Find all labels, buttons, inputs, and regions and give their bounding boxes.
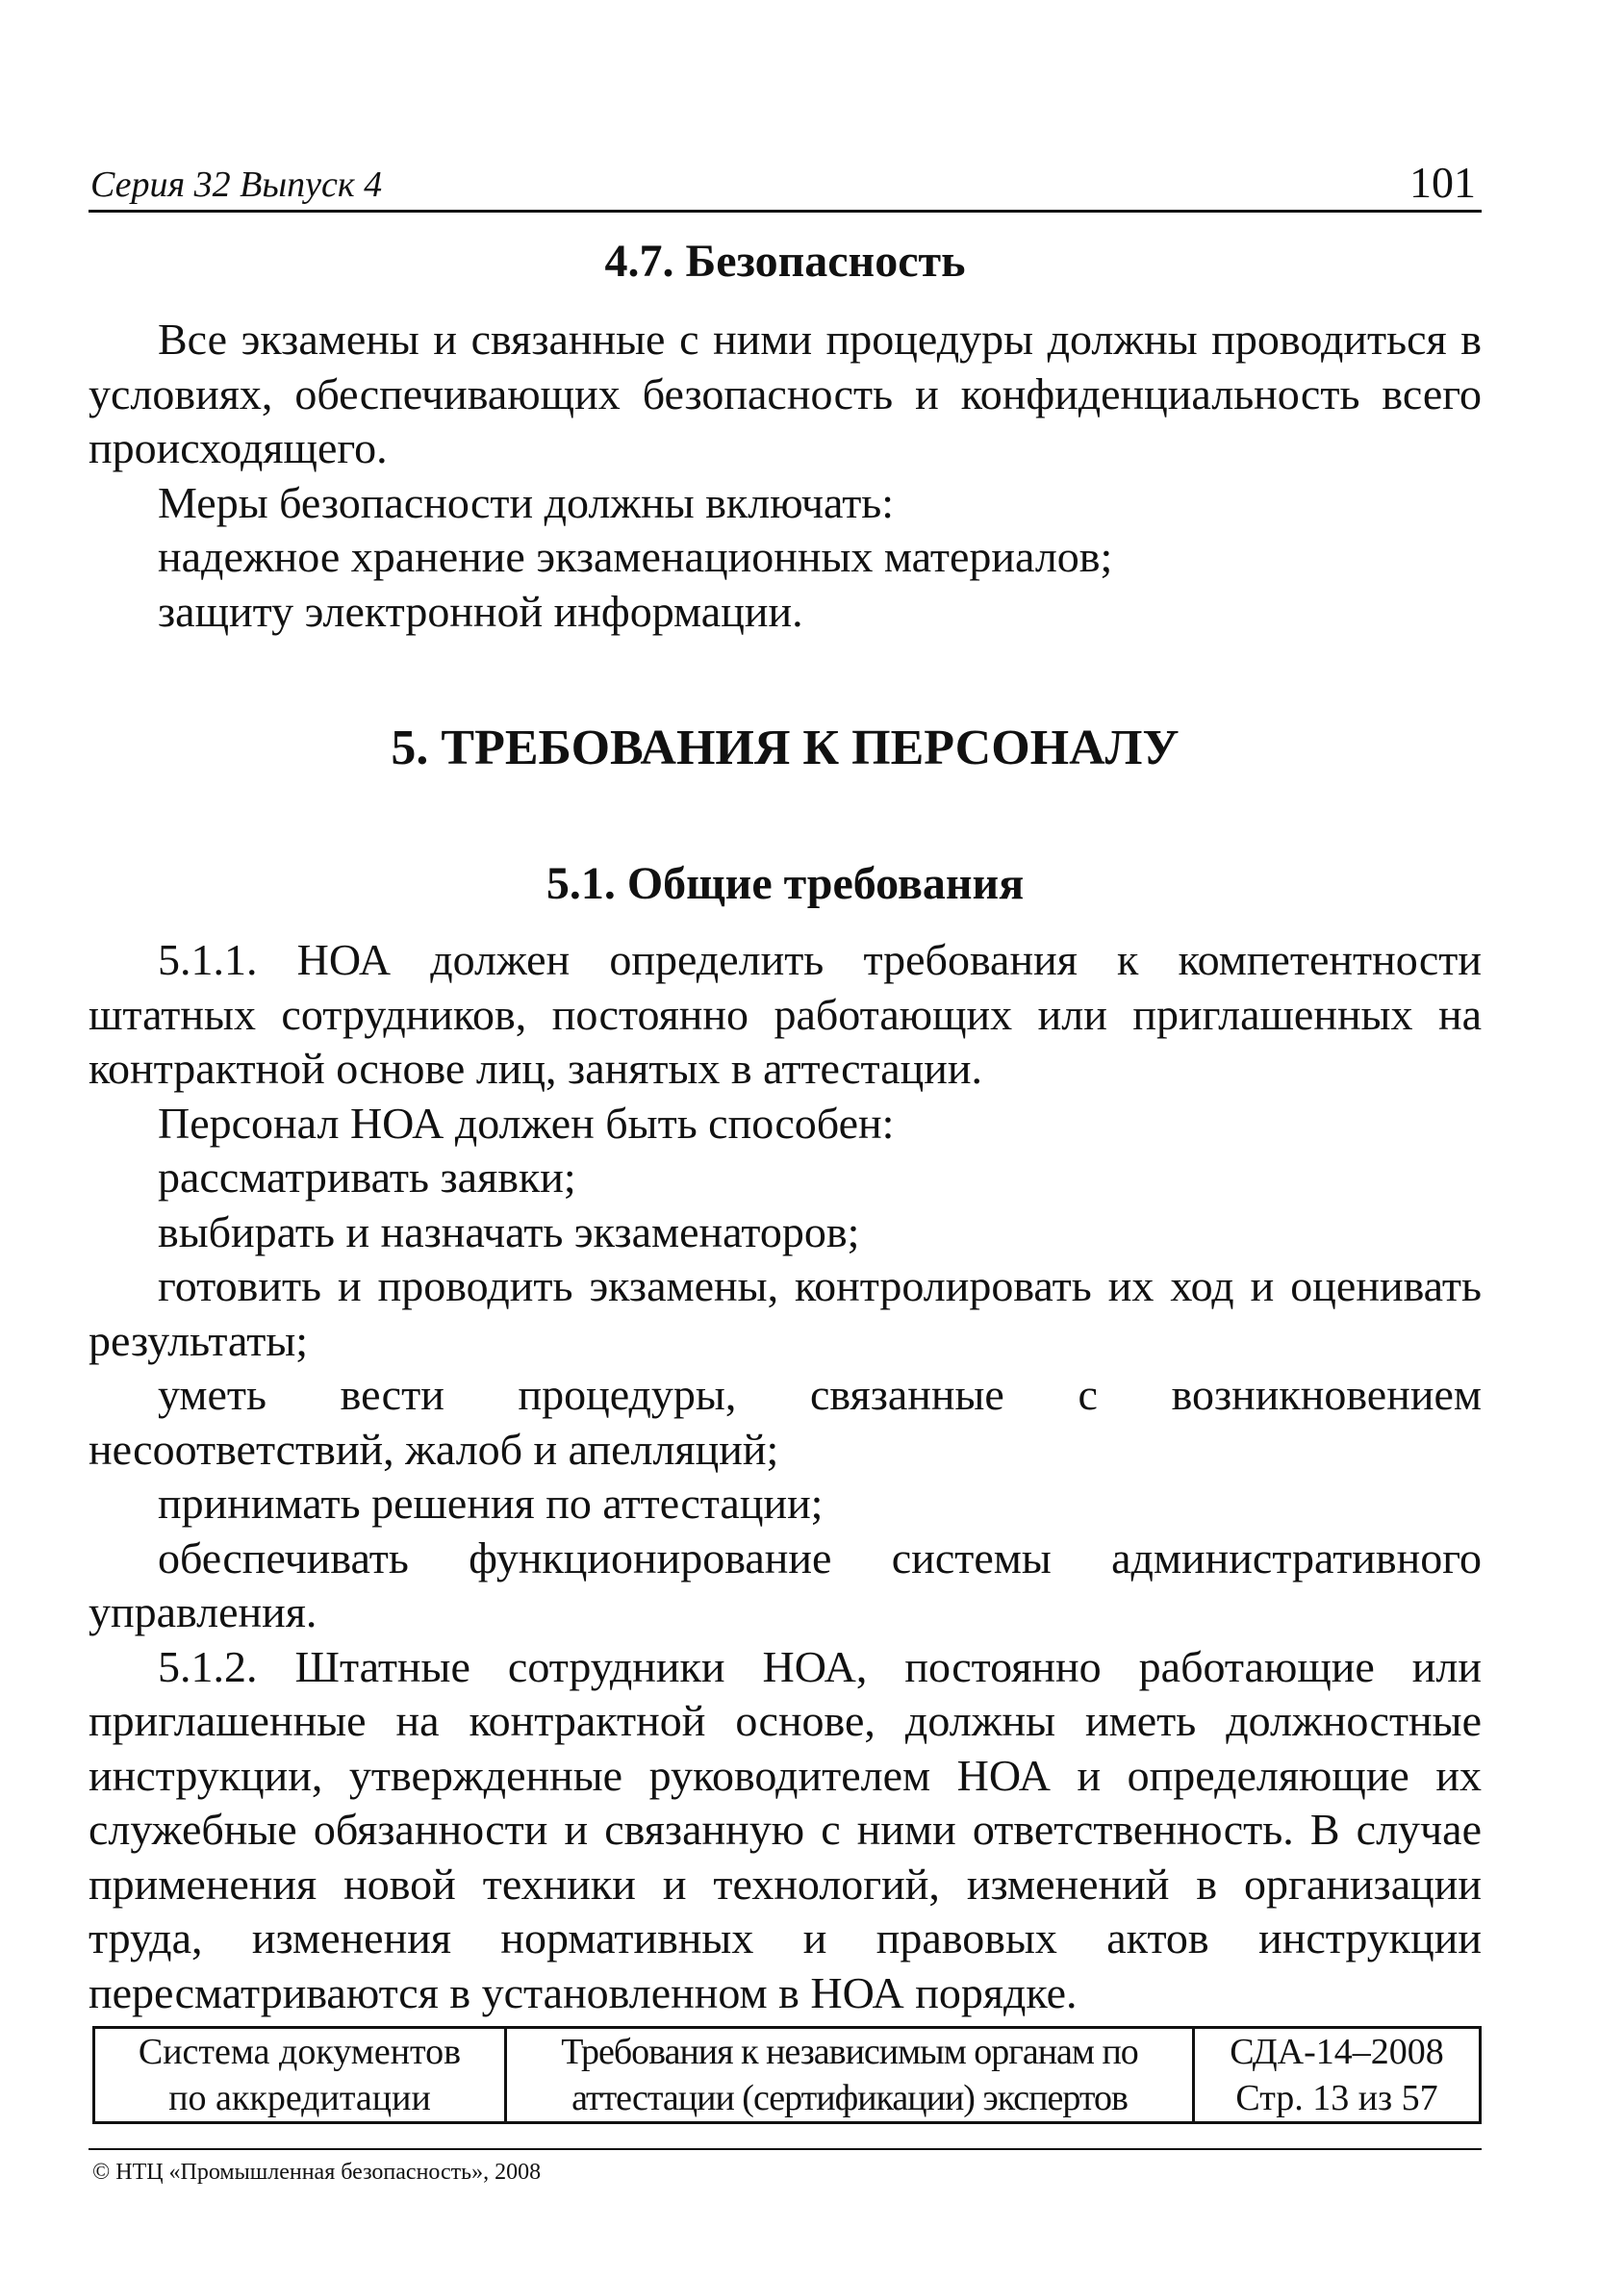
list-item: рассматривать заявки; xyxy=(158,1152,576,1202)
table-cell-text: Система документов xyxy=(138,2032,462,2072)
list-item: защиту электронной информации. xyxy=(158,586,803,636)
table-cell-requirements xyxy=(506,2028,1194,2123)
table-cell-text: аттестации (сертификации) экспертов xyxy=(571,2078,1128,2118)
paragraph: 5.1.2. Штатные сотрудники НОА, постоянно работающие или приглашенные на контрактной основе, должны иметь должностные инструкции, утвержденные руководителем НОА и определяющие их служебные обязанности и связанную с ними ответственность. В случае применения новой техники и технологий, изменений в организации труда, изменения нормативных и правовых актов инструкции пересматриваются в установленном в НОА порядке. xyxy=(89,1641,1482,2017)
footer-divider xyxy=(89,2148,1482,2150)
table-cell-system xyxy=(94,2028,506,2123)
paragraph: Все экзамены и связанные с ними процедуры должны проводиться в условиях, обеспечивающих безопасность и конфиденциальность всего происходящего. xyxy=(89,315,1482,472)
section-5-1-body xyxy=(89,933,1482,2020)
list-item: уметь вести процедуры, связанные с возникновением несоответствий, жалоб и апелляций; xyxy=(89,1370,1482,1474)
table-cell-text: Стр. 13 из 57 xyxy=(1235,2078,1438,2118)
table-row xyxy=(94,2028,1481,2123)
table-cell-text: СДА-14–2008 xyxy=(1230,2032,1444,2072)
list-item: обеспечивать функционирование системы административного управления. xyxy=(89,1532,1482,1636)
copyright-notice: © НТЦ «Промышленная безопасность», 2008 xyxy=(92,2160,542,2185)
table-cell-code xyxy=(1194,2028,1481,2123)
table-cell-text: по аккредитации xyxy=(168,2078,431,2118)
paragraph: Меры безопасности должны включать: xyxy=(158,477,895,527)
list-item: надежное хранение экзаменационных материалов; xyxy=(158,532,1113,581)
section-4-7-body xyxy=(89,313,1482,639)
section-heading-4-7: 4.7. Безопасность xyxy=(604,236,966,287)
page-number: 101 xyxy=(1409,158,1476,207)
chapter-heading-5: 5. ТРЕБОВАНИЯ К ПЕРСОНАЛУ xyxy=(391,721,1180,775)
section-heading-5-1: 5.1. Общие требования xyxy=(546,858,1025,909)
list-item: принимать решения по аттестации; xyxy=(158,1479,824,1528)
table-cell-text: Требования к независимым органам по xyxy=(561,2032,1138,2072)
paragraph: 5.1.1. НОА должен определить требования к компетентности штатных сотрудников, постоянно работающих или приглашенных на контрактной основе лиц, занятых в аттестации. xyxy=(89,935,1482,1093)
running-header xyxy=(89,156,1482,213)
list-item: готовить и проводить экзамены, контролировать их ход и оценивать результаты; xyxy=(89,1261,1482,1365)
document-info-table xyxy=(92,2026,1482,2124)
series-title: Серия 32 Выпуск 4 xyxy=(90,165,383,205)
paragraph: Персонал НОА должен быть способен: xyxy=(158,1098,895,1148)
list-item: выбирать и назначать экзаменаторов; xyxy=(158,1206,860,1256)
